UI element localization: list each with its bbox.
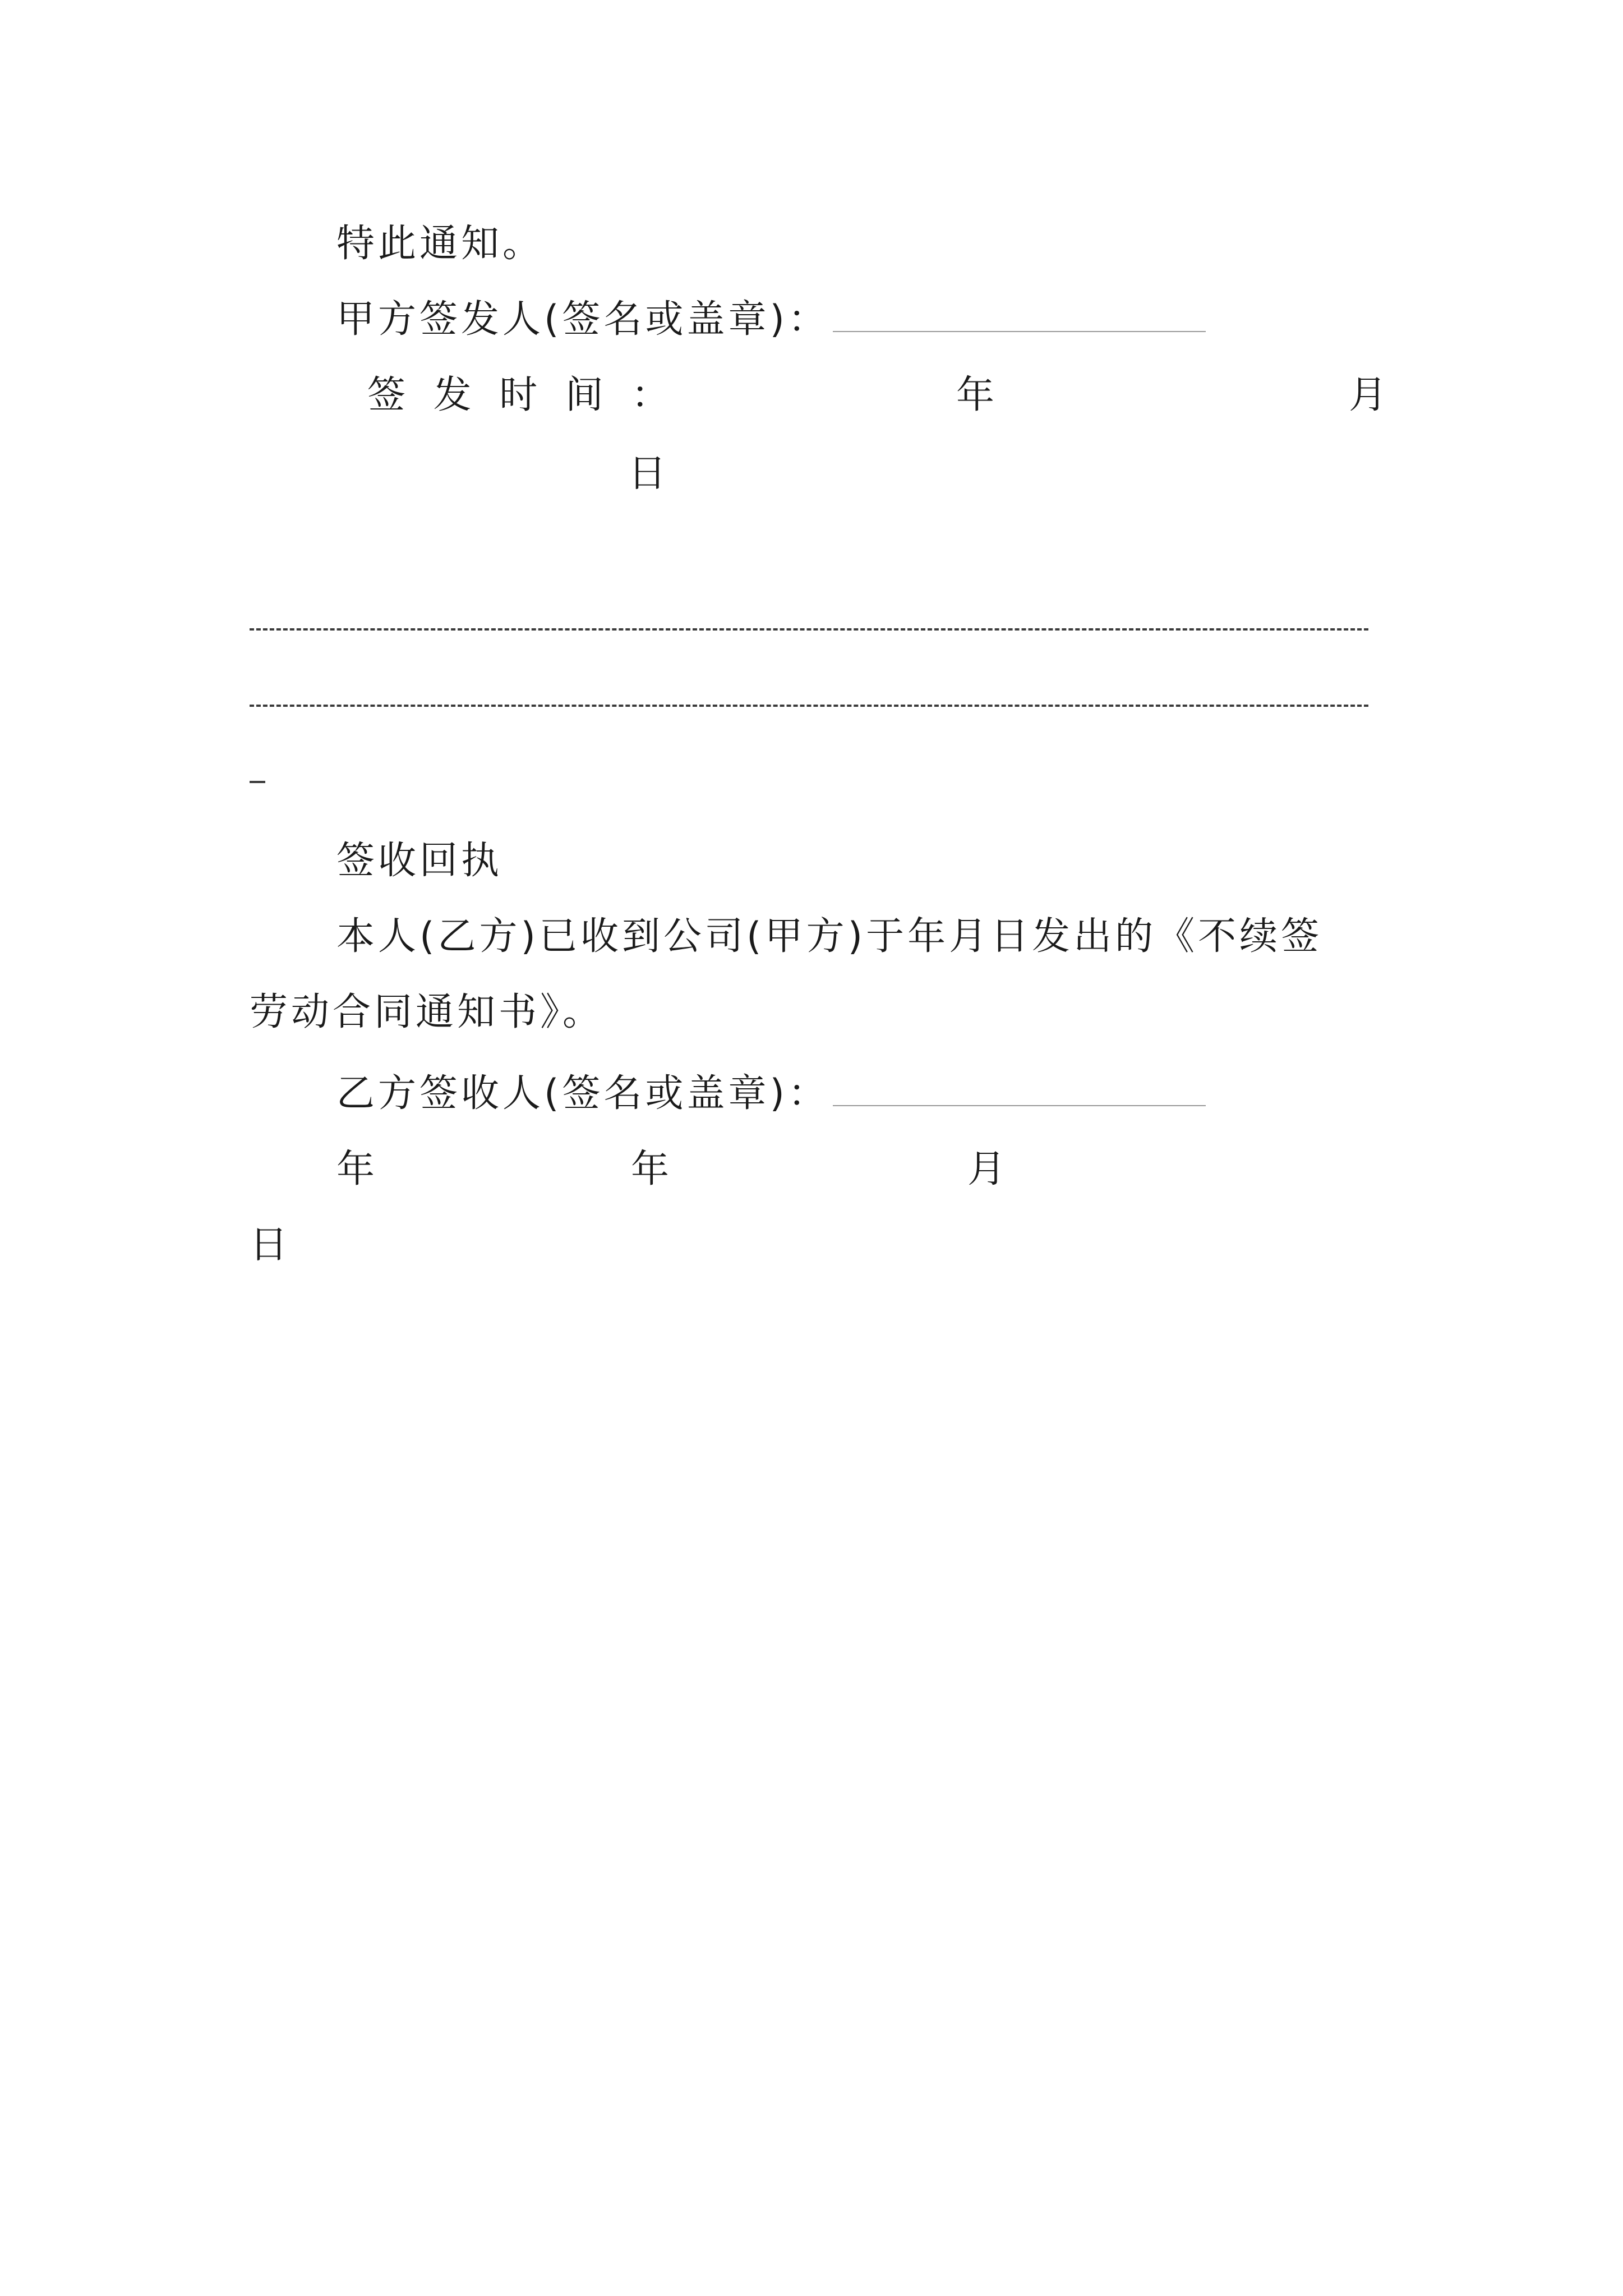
cut-line-1 bbox=[250, 628, 1368, 631]
receipt-day-label: 日 bbox=[250, 1223, 292, 1267]
receipt-year-label-1: 年 bbox=[336, 1147, 379, 1191]
issue-month-label: 月 bbox=[1349, 373, 1391, 417]
issuer-signature-line bbox=[336, 297, 1206, 342]
issue-year-label: 年 bbox=[956, 373, 998, 417]
issue-time-label: 签 发 时 间 ： bbox=[367, 373, 677, 417]
receiver-signature-blank[interactable] bbox=[833, 1073, 1206, 1106]
receipt-month-label: 月 bbox=[967, 1147, 1009, 1191]
issuer-signature-blank[interactable] bbox=[833, 298, 1206, 332]
notice-closing: 特此通知。 bbox=[336, 222, 545, 266]
cut-line-tail bbox=[250, 781, 265, 783]
cut-line-2 bbox=[250, 705, 1368, 707]
receipt-body-line-2: 劳动合同通知书》。 bbox=[250, 990, 605, 1034]
issue-day-label: 日 bbox=[628, 452, 670, 496]
receipt-title: 签收回执 bbox=[336, 839, 503, 883]
receipt-year-label-2: 年 bbox=[631, 1147, 673, 1191]
receipt-body-line-1: 本人(乙方)已收到公司(甲方)于年月日发出的《不续签 bbox=[336, 914, 1323, 959]
receiver-label: 乙方签收人(签名或盖章)： bbox=[336, 1071, 830, 1116]
issuer-label: 甲方签发人(签名或盖章)： bbox=[336, 297, 830, 342]
receiver-signature-line bbox=[336, 1071, 1206, 1116]
